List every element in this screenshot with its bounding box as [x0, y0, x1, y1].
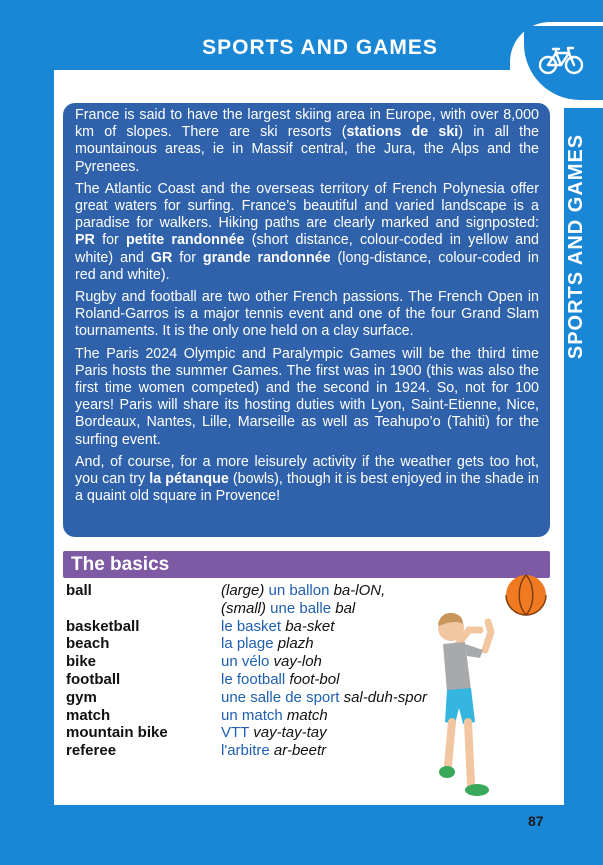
french-term: un match — [221, 706, 283, 724]
french-term: une salle de sport — [221, 688, 340, 706]
vocab-row — [66, 582, 446, 600]
french-term: la plage — [221, 635, 274, 653]
french-term: le basket — [221, 617, 282, 635]
french-term: un ballon — [268, 582, 330, 599]
english-term: basketball — [66, 617, 140, 635]
vocabulary-list — [66, 582, 446, 760]
french-term: une balle — [270, 599, 332, 617]
pronunciation: plazh — [277, 635, 314, 653]
pronunciation: ar-beetr — [273, 742, 327, 760]
intro-paragraph-4: The Paris 2024 Olympic and Paralympic Games will be the third time Paris hosts the summer Games. The first was in 1900 (this was also the first time women competed) and the second in 1924. So, not for 100 years! Paris will share its hosting duties with Lyon, Saint-Etienne, Nice, Bordeaux, Nantes, Lille, Marseille as well as Teahupo’o (Tahiti) for the surfing event. — [75, 345, 539, 448]
english-term: bike — [66, 653, 97, 671]
pronunciation: ba-lON, — [333, 582, 386, 599]
vocab-row — [66, 689, 446, 707]
english-term: referee — [66, 742, 117, 760]
english-term: beach — [66, 635, 110, 653]
vocab-row — [66, 600, 446, 618]
vocab-row — [66, 653, 446, 671]
side-tab-text: SPORTS AND GAMES — [565, 133, 588, 359]
basketball-icon — [506, 575, 546, 615]
vocab-row — [66, 671, 446, 689]
pronunciation: match — [286, 706, 328, 724]
page-number: 87 — [528, 813, 544, 829]
vocab-row — [66, 724, 446, 742]
boy-with-basketball-illustration — [425, 570, 553, 802]
size-qualifier: (large) — [221, 582, 265, 599]
english-term: football — [66, 670, 121, 688]
pronunciation: bal — [335, 599, 356, 617]
pronunciation: vay-tay-tay — [253, 724, 327, 742]
english-term — [66, 600, 221, 618]
pronunciation: sal-duh-spor — [343, 688, 427, 706]
vocab-row — [66, 618, 446, 636]
pronunciation: ba-sket — [285, 617, 335, 635]
section-title: SPORTS AND GAMES — [202, 36, 438, 59]
intro-paragraph-2: The Atlantic Coast and the overseas territory of French Polynesia offer great waters for surfing. France’s beautiful and varied landscape is a paradise for walkers. Hiking paths are clearly marked and signposted: PR for petite randonnée (short distance, colour-coded in yellow and white) and GR for grande randonnée (long-distance, colour-coded in red and white). — [75, 180, 540, 283]
vocab-row — [66, 635, 446, 653]
english-term: match — [66, 706, 111, 724]
vocab-row — [66, 742, 446, 760]
french-term: le football — [221, 670, 286, 688]
basics-heading: The basics — [71, 554, 170, 575]
english-term: ball — [66, 582, 92, 599]
pronunciation: vay-loh — [273, 653, 322, 671]
side-tab-label — [554, 116, 600, 376]
size-qualifier: (small) — [221, 599, 266, 617]
french-term: l'arbitre — [221, 742, 270, 760]
intro-box — [63, 103, 550, 537]
french-term: VTT — [221, 724, 250, 742]
pronunciation: foot-bol — [289, 670, 340, 688]
intro-paragraph-1: France is said to have the largest skiing area in Europe, with over 8,000 km of slopes. There are ski resorts (stations de ski) in all the mountainous areas, ie in Massif central, the Jura, the Alps and the Pyrenees. — [75, 107, 539, 175]
intro-paragraph-3: Rugby and football are two other French passions. The French Open in Roland-Garros is a major tennis event and one of the four Grand Slam tournaments. It is the only one held on a clay surface. — [75, 289, 539, 340]
english-term: mountain bike — [66, 724, 168, 742]
english-term: gym — [66, 688, 97, 706]
french-term: un vélo — [221, 653, 270, 671]
vocab-row — [66, 707, 446, 725]
intro-paragraph-5: And, of course, for a more leisurely activity if the weather gets too hot, you can try la pétanque (bowls), though it is best enjoyed in the shade in a quaint old square in Provence! — [75, 453, 539, 505]
